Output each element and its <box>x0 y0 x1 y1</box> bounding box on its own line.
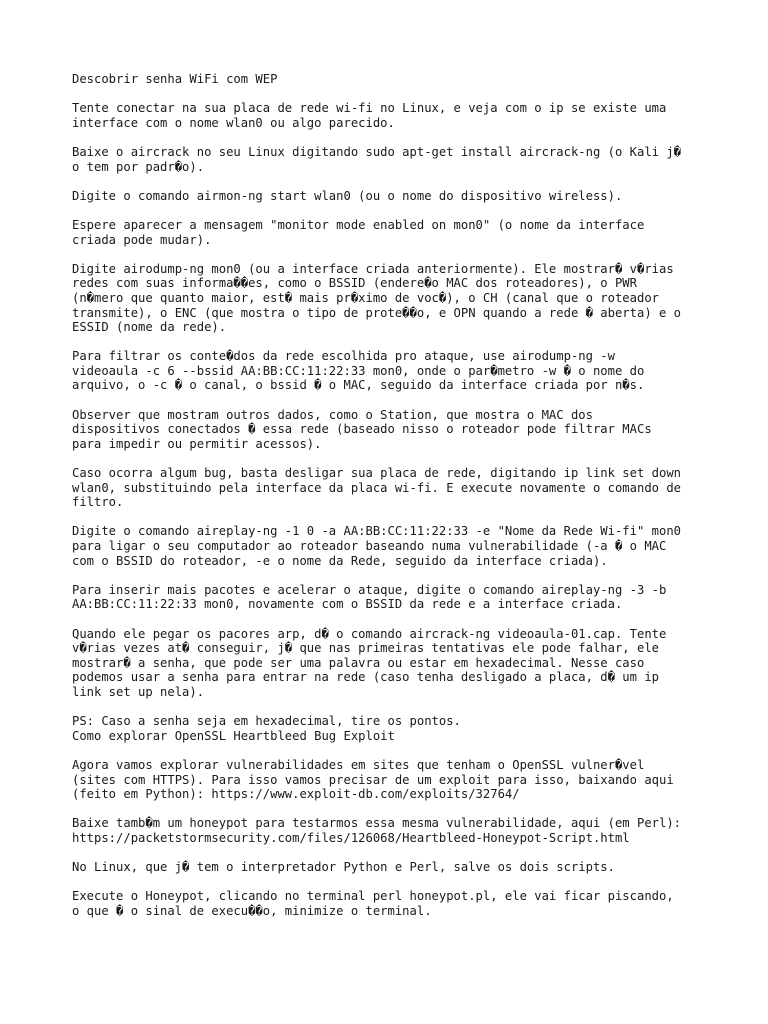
paragraph-connect-wifi: Tente conectar na sua placa de rede wi-fi no Linux, e veja com o ip se existe uma interface com o nome wlan0 ou algo parecido. <box>72 101 667 130</box>
paragraph-monitor-mode: Espere aparecer a mensagem "monitor mode enabled on mon0" (o nome da interface criada pode mudar). <box>72 217 645 247</box>
paragraph-filter: Para filtrar os conte�dos da rede escolhida pro ataque, use airodump-ng -w videoaula -c 6 --bssid AA:BB:CC:11:22:33 mon0, onde o par�metro -w � o nome do arquivo, o -c � o canal, o bssid � o MAC, seguido da interface criada por n�s. <box>72 349 645 393</box>
paragraph-station: Observer que mostram outros dados, como o Station, que mostra o MAC dos dispositivos conectados � essa rede (baseado nisso o roteador pode filtrar MACs para impedir ou permitir acessos). <box>72 407 652 451</box>
paragraph-openssl: Agora vamos explorar vulnerabilidades em sites que tenham o OpenSSL vulner�vel (sites com HTTPS). Para isso vamos precisar de um exploit para isso, baixando aqui (feito em Python): https://www.exploit-db.com/exploits/32764/ <box>72 757 674 802</box>
paragraph-airodump: Digite airodump-ng mon0 (ou a interface criada anteriormente). Ele mostrar� v�rias redes com suas informa��es, como o BSSID (endere�o MAC dos roteadores), o PWR (n�mero que quanto maior, est� mais pr�ximo de voc�), o CH (canal que o roteador transmite), o ENC (que mostra o tipo de prote��o, e OPN quando a rede � aberta) e o ESSID (nome da rede). <box>72 261 682 335</box>
paragraph-honeypot: Baixe tamb�m um honeypot para testarmos essa mesma vulnerabilidade, aqui (em Perl): https://packetstormsecurity.com/files/126068/Heartbleed-Honeypot-Script.html <box>72 816 682 845</box>
paragraph-aireplay-3: Para inserir mais pacotes e acelerar o ataque, digite o comando aireplay-ng -3 -b AA:BB:CC:11:22:33 mon0, novamente com o BSSID da rede e a interface criada. <box>72 582 667 612</box>
paragraph-airmon: Digite o comando airmon-ng start wlan0 (ou o nome do dispositivo wireless). <box>72 188 623 203</box>
paragraph-execute-honeypot: Execute o Honeypot, clicando no terminal perl honeypot.pl, ele vai ficar piscando, o que � o sinal de execu��o, minimize o terminal. <box>72 889 674 918</box>
document-page <box>72 72 712 918</box>
paragraph-install-aircrack: Baixe o aircrack no seu Linux digitando sudo apt-get install aircrack-ng (o Kali j� o tem por padr�o). <box>72 144 682 174</box>
paragraph-aireplay-1: Digite o comando aireplay-ng -1 0 -a AA:BB:CC:11:22:33 -e "Nome da Rede Wi-fi" mon0 para ligar o seu computador ao roteador baseando numa vulnerabilidade (-a � o MAC com o BSSID do roteador, -e o nome da Rede, seguido da interface criada). <box>72 524 682 568</box>
document-title: Descobrir senha WiFi com WEP <box>72 72 278 86</box>
paragraph-aircrack: Quando ele pegar os pacores arp, d� o comando aircrack-ng videoaula-01.cap. Tente v�rias vezes at� conseguir, j� que nas primeiras tentativas ele pode falhar, ele mostrar� a senha, que pode ser uma palavra ou estar em hexadecimal. Nesse caso podemos usar a senha para entrar na rede (caso tenha desligado a placa, d� um ip link set up nela). <box>72 626 667 699</box>
paragraph-ps-heading: PS: Caso a senha seja em hexadecimal, tire os pontos. Como explorar OpenSSL Heartbleed Bug Exploit <box>72 714 461 743</box>
paragraph-bug: Caso ocorra algum bug, basta desligar sua placa de rede, digitando ip link set down wlan0, substituindo pela interface da placa wi-fi. E execute novamente o comando de filtro. <box>72 466 682 510</box>
paragraph-linux-scripts: No Linux, que j� tem o interpretador Python e Perl, salve os dois scripts. <box>72 860 615 875</box>
